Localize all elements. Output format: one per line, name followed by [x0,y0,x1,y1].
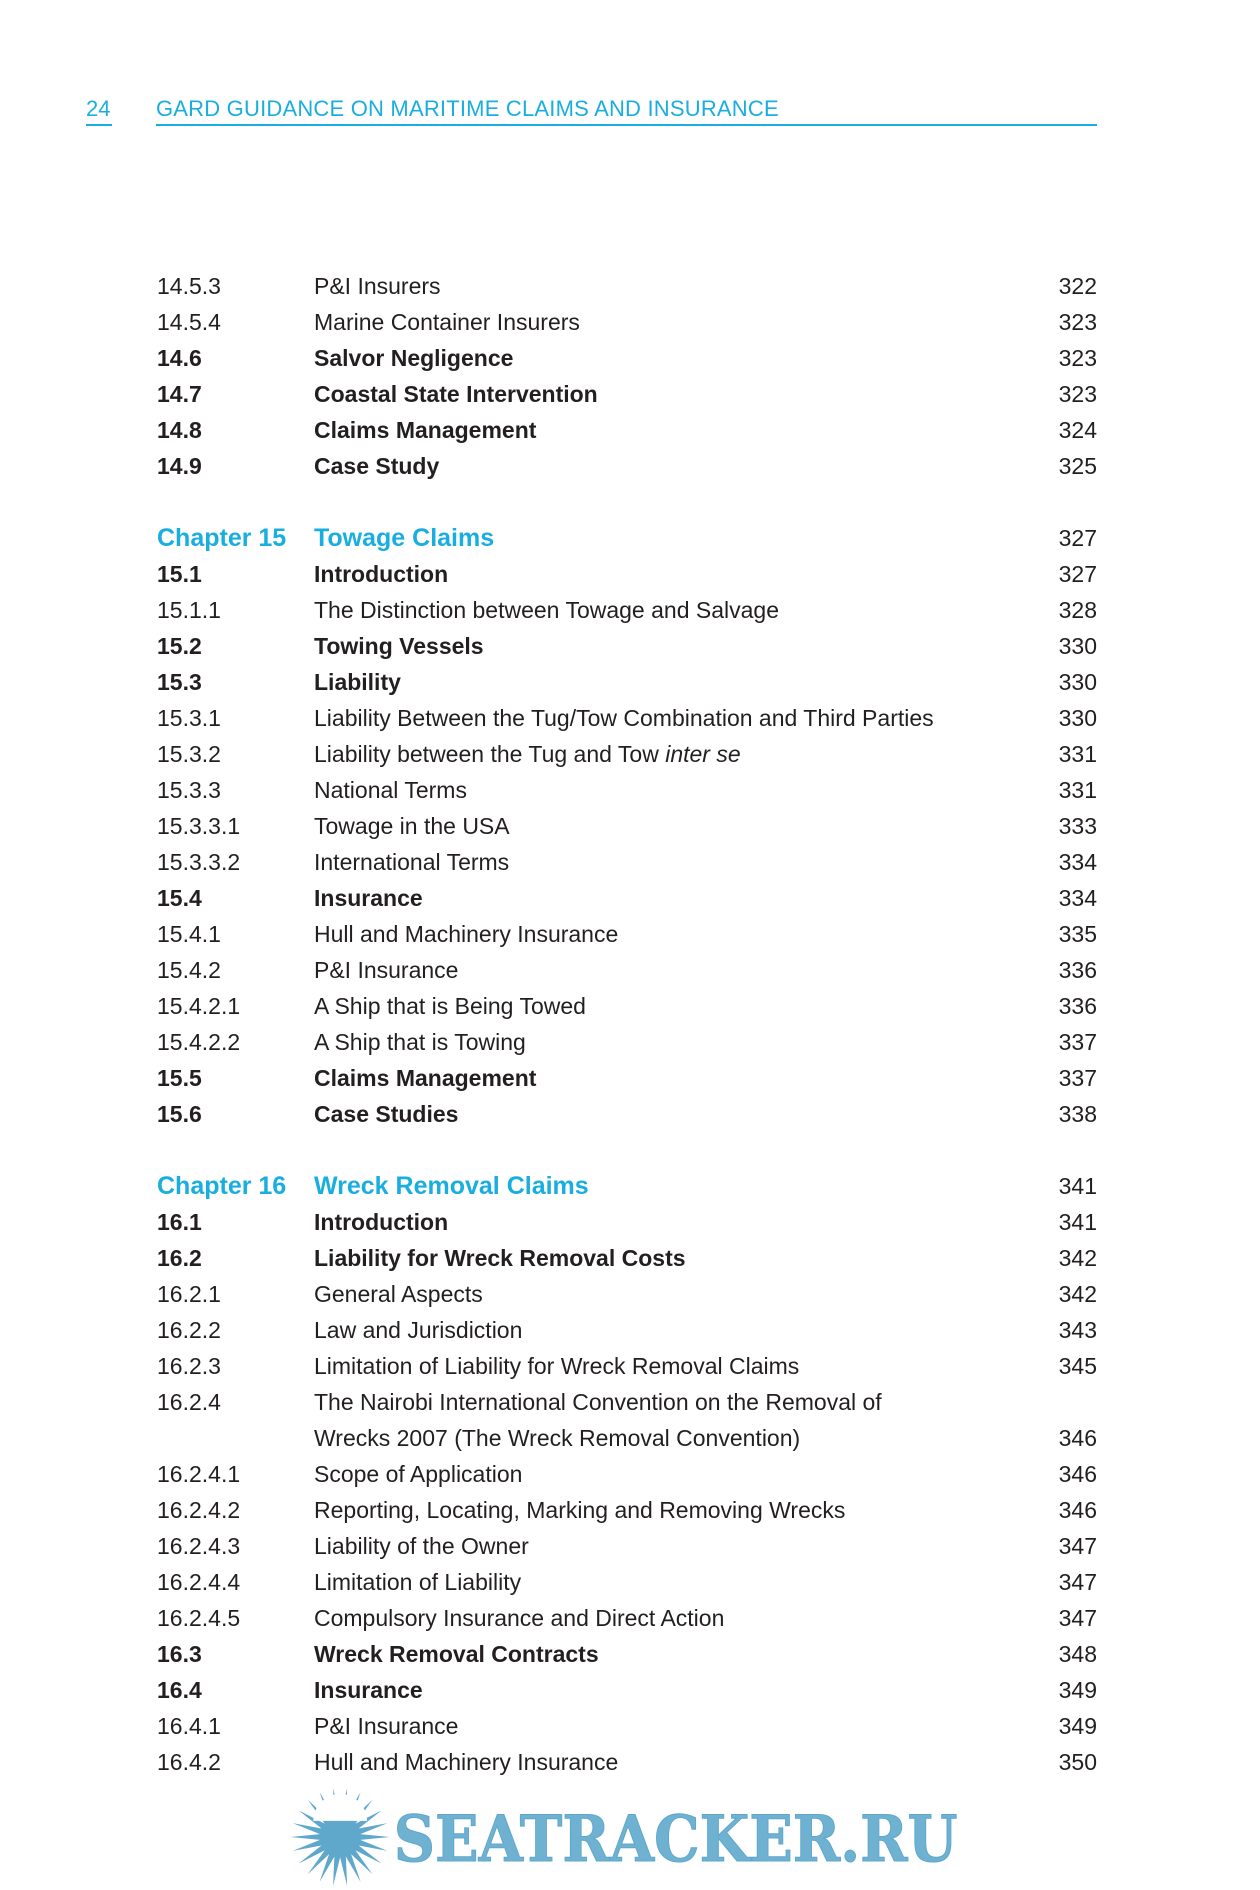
entry-title [314,1492,1017,1528]
entry-title-text: Liability [314,669,401,695]
entry-title-text: National Terms [314,777,467,803]
entry-title-text: Wrecks 2007 (The Wreck Removal Convention) [314,1425,801,1451]
entry-title [314,628,1017,664]
entry-number: 16.2 [157,1245,202,1271]
entry-title [314,1060,1017,1096]
entry-number: 14.5.4 [157,309,221,335]
entry-page: 327 [1058,525,1097,551]
entry-number [157,1420,314,1456]
watermark-logo [0,1786,1260,1888]
entry-page: 338 [1058,1101,1097,1127]
entry-title-text: Compulsory Insurance and Direct Action [314,1605,725,1631]
sun-icon [291,1788,390,1886]
toc-section-row[interactable] [157,1060,1097,1096]
entry-page: 322 [1058,273,1097,299]
entry-number: 16.2.4.1 [157,1461,241,1487]
entry-title-text: International Terms [314,849,510,875]
entry-title-text: Towing Vessels [314,633,484,659]
entry-title [314,808,1017,844]
entry-title [314,1312,1017,1348]
toc-subsection-row[interactable] [157,1312,1097,1348]
entry-title [314,268,1017,304]
toc-subsection-row[interactable] [157,1708,1097,1744]
toc-subsection-row[interactable] [157,952,1097,988]
entry-page: 342 [1058,1245,1097,1271]
entry-title [314,1528,1017,1564]
entry-title-text: The Distinction between Towage and Salvage [314,597,779,623]
entry-title-text: Hull and Machinery Insurance [314,921,619,947]
entry-title [314,1276,1017,1312]
entry-number: 16.4.2 [157,1749,221,1775]
entry-page: 325 [1058,453,1097,479]
entry-page: 323 [1058,345,1097,371]
toc-subsection-row[interactable] [157,1384,1097,1420]
toc-section-row[interactable] [157,1240,1097,1276]
toc-subsection-row[interactable] [157,916,1097,952]
toc-subsection-row[interactable] [157,1024,1097,1060]
toc-section-row[interactable] [157,628,1097,664]
entry-title [314,1240,1017,1276]
toc-subsection-row[interactable] [157,1276,1097,1312]
entry-number: 16.4.1 [157,1713,221,1739]
toc-subsection-row[interactable] [157,808,1097,844]
entry-number: 14.5.3 [157,273,221,299]
entry-title-text: Liability for Wreck Removal Costs [314,1245,686,1271]
entry-title-text: Law and Jurisdiction [314,1317,523,1343]
toc-subsection-row[interactable] [157,268,1097,304]
entry-number: 14.6 [157,345,202,371]
entry-title-text: Introduction [314,1209,449,1235]
entry-title [314,1384,1017,1420]
entry-title-text: P&I Insurers [314,273,441,299]
entry-title-text: Limitation of Liability [314,1569,522,1595]
entry-title-text: Marine Container Insurers [314,309,580,335]
entry-title-text: Salvor Negligence [314,345,514,371]
entry-page: 330 [1058,705,1097,731]
entry-page: 331 [1058,777,1097,803]
entry-number: 14.8 [157,417,202,443]
entry-title-text: General Aspects [314,1281,483,1307]
entry-page: 334 [1058,885,1097,911]
entry-number: 16.2.4.5 [157,1605,241,1631]
entry-number: 14.9 [157,453,202,479]
entry-number: 14.7 [157,381,202,407]
entry-title [314,664,1017,700]
toc-section-row[interactable] [157,340,1097,376]
entry-title-text: Reporting, Locating, Marking and Removing Wrecks [314,1497,846,1523]
entry-number: 16.2.4.2 [157,1497,241,1523]
entry-page: 336 [1058,957,1097,983]
entry-page: 327 [1058,561,1097,587]
entry-title [314,1708,1017,1744]
entry-number: 16.2.2 [157,1317,221,1343]
entry-number: 16.4 [157,1677,202,1703]
entry-title-text: A Ship that is Being Towed [314,993,586,1019]
entry-number: 16.2.4.3 [157,1533,241,1559]
entry-title [314,1204,1017,1240]
entry-page: 323 [1058,381,1097,407]
toc-subsection-row[interactable] [157,1528,1097,1564]
entry-title [314,556,1017,592]
entry-title [314,1636,1017,1672]
entry-page: 334 [1058,849,1097,875]
entry-number: 15.2 [157,633,202,659]
entry-page [1017,1384,1097,1420]
entry-page: 349 [1058,1713,1097,1739]
entry-number: 16.3 [157,1641,202,1667]
entry-number: 15.4.2 [157,957,221,983]
entry-number: 16.2.1 [157,1281,221,1307]
entry-page: 343 [1058,1317,1097,1343]
entry-number: 15.3.2 [157,741,221,767]
toc-subsection-row[interactable] [157,1600,1097,1636]
entry-number: Chapter 16 [157,1172,287,1200]
entry-title [314,880,1017,916]
toc-section-row[interactable] [157,412,1097,448]
entry-page: 347 [1058,1533,1097,1559]
table-of-contents [157,268,1097,1780]
entry-page: 337 [1058,1065,1097,1091]
entry-page: 342 [1058,1281,1097,1307]
entry-title-text: Wreck Removal Claims [314,1172,589,1200]
toc-subsection-row[interactable] [157,1492,1097,1528]
entry-page: 330 [1058,633,1097,659]
entry-page: 337 [1058,1029,1097,1055]
entry-number: 15.6 [157,1101,202,1127]
toc-subsection-row[interactable] [157,1564,1097,1600]
entry-page: 323 [1058,309,1097,335]
toc-section-row[interactable] [157,448,1097,484]
entry-title [314,844,1017,880]
entry-number: 15.4 [157,885,202,911]
entry-number: 15.5 [157,1065,202,1091]
entry-title [314,952,1017,988]
entry-title [314,700,1017,736]
entry-page: 335 [1058,921,1097,947]
entry-title-text: Limitation of Liability for Wreck Removal Claims [314,1353,800,1379]
toc-chapter-row[interactable] [157,520,1097,556]
entry-title-text: Insurance [314,1677,423,1703]
entry-title-text: The Nairobi International Convention on the Removal of [314,1389,882,1415]
entry-number: Chapter 15 [157,524,287,552]
page-number: 24 [86,96,112,126]
toc-subsection-row[interactable] [157,700,1097,736]
entry-page: 328 [1058,597,1097,623]
entry-title-text: Case Studies [314,1101,459,1127]
entry-number: 15.3.1 [157,705,221,731]
entry-title [314,988,1017,1024]
entry-title-text: Hull and Machinery Insurance [314,1749,619,1775]
toc-section-row[interactable] [157,556,1097,592]
toc-subsection-row[interactable] [157,1456,1097,1492]
entry-title-text: Wreck Removal Contracts [314,1641,599,1667]
entry-page: 336 [1058,993,1097,1019]
entry-number: 15.4.1 [157,921,221,947]
toc-subsection-row[interactable] [157,1744,1097,1780]
entry-number: 15.3.3.1 [157,813,241,839]
entry-page: 349 [1058,1677,1097,1703]
entry-title-text: Case Study [314,453,440,479]
entry-number: 15.3.3.2 [157,849,241,875]
entry-number: 16.2.4.4 [157,1569,241,1595]
entry-title-text: Introduction [314,561,449,587]
toc-chapter-row[interactable] [157,1168,1097,1204]
entry-title-text: Towage Claims [314,524,495,552]
entry-page: 333 [1058,813,1097,839]
toc-subsection-row[interactable] [157,772,1097,808]
entry-page: 346 [1058,1461,1097,1487]
entry-number: 15.1.1 [157,597,221,623]
toc-subsection-row[interactable] [157,844,1097,880]
entry-page: 347 [1058,1569,1097,1595]
toc-section-row[interactable] [157,664,1097,700]
entry-page: 331 [1058,741,1097,767]
entry-title-text: P&I Insurance [314,957,459,983]
toc-subsection-row[interactable] [157,1420,1097,1456]
entry-title [314,376,1017,412]
entry-title [314,1168,1017,1204]
entry-title-text: Liability Between the Tug/Tow Combination and Third Parties [314,705,934,731]
entry-title [314,592,1017,628]
entry-title [314,916,1017,952]
entry-page: 347 [1058,1605,1097,1631]
entry-title [314,448,1017,484]
entry-title [314,1456,1017,1492]
running-header: GARD GUIDANCE ON MARITIME CLAIMS AND INSURANCE [156,96,1097,126]
toc-subsection-row[interactable] [157,592,1097,628]
entry-number: 15.4.2.2 [157,1029,241,1055]
entry-title [314,1096,1017,1132]
entry-title [314,736,1017,772]
entry-page: 324 [1058,417,1097,443]
toc-subsection-row[interactable] [157,736,1097,772]
entry-title-text: Coastal State Intervention [314,381,598,407]
toc-section-row[interactable] [157,1636,1097,1672]
entry-title-text: Claims Management [314,417,537,443]
toc-subsection-row[interactable] [157,1348,1097,1384]
entry-title-text: Liability between the Tug and Tow [314,741,659,767]
entry-number: 16.2.4 [157,1389,221,1415]
entry-page: 341 [1058,1209,1097,1235]
entry-number: 15.1 [157,561,202,587]
entry-title [314,1564,1017,1600]
entry-number: 15.3.3 [157,777,221,803]
entry-title-text: Towage in the USA [314,813,510,839]
entry-page: 348 [1058,1641,1097,1667]
entry-page: 346 [1058,1497,1097,1523]
entry-title-italic: inter se [665,741,741,767]
entry-number: 16.2.3 [157,1353,221,1379]
toc-section-row[interactable] [157,1204,1097,1240]
entry-title-text: Liability of the Owner [314,1533,529,1559]
entry-page: 350 [1058,1749,1097,1775]
entry-title [314,1348,1017,1384]
entry-title [314,1672,1017,1708]
entry-number: 15.3 [157,669,202,695]
entry-title [314,1600,1017,1636]
entry-title-text: Insurance [314,885,423,911]
entry-title [314,412,1017,448]
toc-section-row[interactable] [157,1672,1097,1708]
entry-page: 346 [1058,1425,1097,1451]
entry-title-text: Claims Management [314,1065,537,1091]
toc-section-row[interactable] [157,376,1097,412]
toc-subsection-row[interactable] [157,988,1097,1024]
entry-title [314,304,1017,340]
toc-section-row[interactable] [157,880,1097,916]
entry-title [314,520,1017,556]
entry-title [314,340,1017,376]
entry-page: 330 [1058,669,1097,695]
entry-page: 341 [1058,1173,1097,1199]
entry-title-text: A Ship that is Towing [314,1029,526,1055]
entry-page: 345 [1058,1353,1097,1379]
entry-number: 15.4.2.1 [157,993,241,1019]
toc-subsection-row[interactable] [157,304,1097,340]
entry-number: 16.1 [157,1209,202,1235]
entry-title [314,1744,1017,1780]
watermark-text: SEATRACKER.RU [393,1802,958,1877]
entry-title [314,1024,1017,1060]
entry-title [314,1420,1017,1456]
entry-title [314,772,1017,808]
entry-title-text: Scope of Application [314,1461,523,1487]
toc-section-row[interactable] [157,1096,1097,1132]
entry-title-text: P&I Insurance [314,1713,459,1739]
